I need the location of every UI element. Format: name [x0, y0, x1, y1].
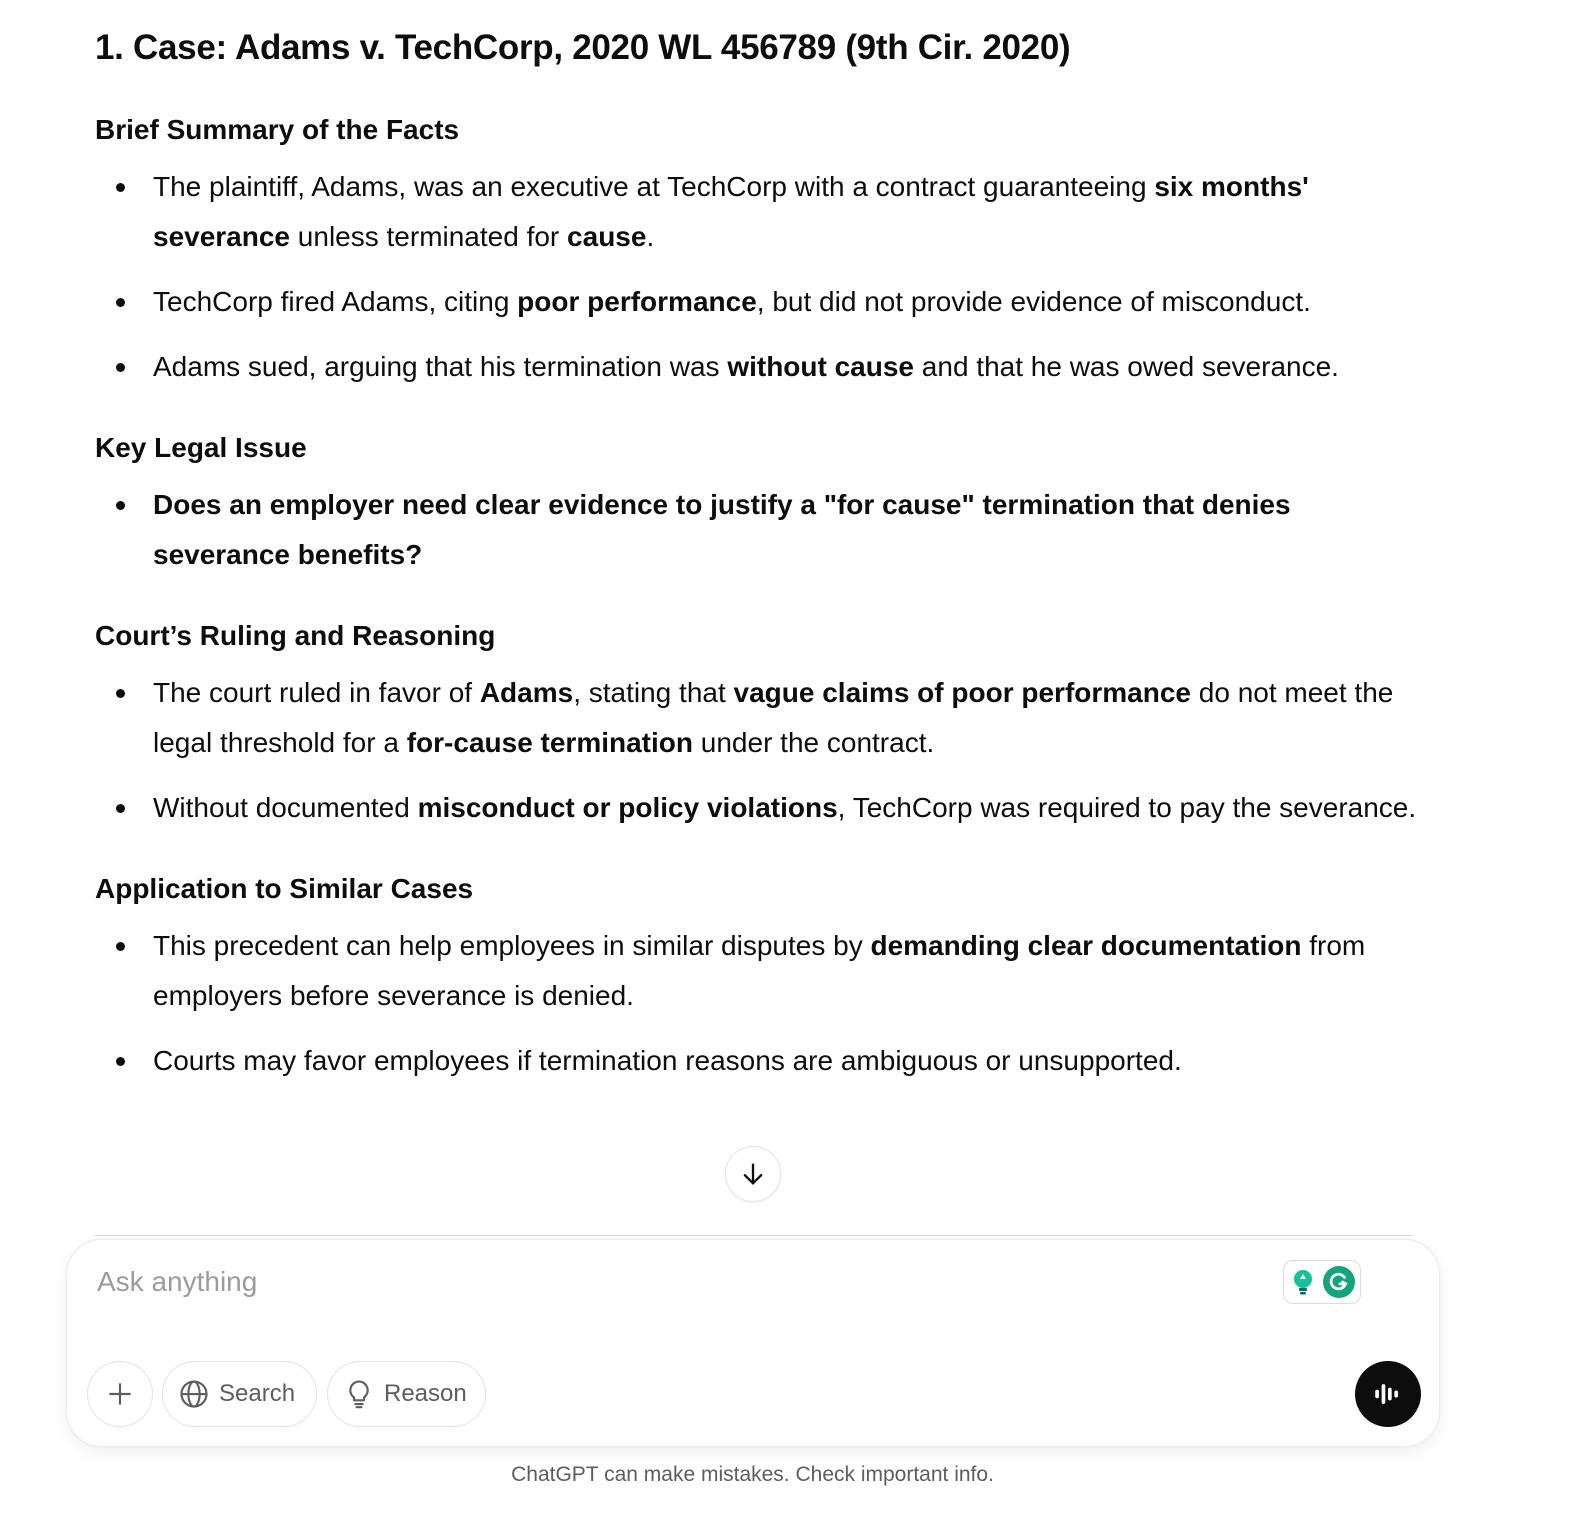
- assistant-message: [95, 22, 1425, 1122]
- text-run: and that he was owed severance.: [914, 351, 1339, 382]
- bullet-dot: [116, 689, 125, 698]
- scroll-to-bottom-button[interactable]: [725, 1146, 781, 1202]
- text-run: , but did not provide evidence of misconduct.: [756, 286, 1311, 317]
- list-item: [95, 480, 1425, 580]
- list-item: [95, 162, 1425, 262]
- section-heading-issue: Key Legal Issue: [95, 432, 307, 463]
- text-run: Without documented: [153, 792, 418, 823]
- plus-icon: [107, 1381, 133, 1407]
- bullet-dot: [116, 942, 125, 951]
- bold-run: for-cause termination: [406, 727, 693, 758]
- ruling-list: [95, 668, 1425, 833]
- bullet-dot: [116, 1057, 125, 1066]
- list-item: [95, 342, 1425, 392]
- arrow-down-icon: [739, 1160, 767, 1188]
- bullet-dot: [116, 501, 125, 510]
- bold-run: without cause: [727, 351, 915, 382]
- search-label: Search: [219, 1380, 296, 1407]
- bullet-dot: [116, 183, 125, 192]
- bullet-dot: [116, 804, 125, 813]
- bold-run: Adams: [479, 677, 574, 708]
- attach-button[interactable]: [87, 1361, 153, 1427]
- reason-label: Reason: [384, 1380, 467, 1407]
- lightbulb-icon[interactable]: [1289, 1268, 1317, 1296]
- voice-icon: [1371, 1377, 1405, 1411]
- text-run: unless terminated for: [290, 221, 568, 252]
- bullet-dot: [116, 298, 125, 307]
- divider: [95, 1235, 1412, 1236]
- disclaimer-note: ChatGPT can make mistakes. Check important info.: [511, 1463, 994, 1486]
- list-item: [95, 668, 1425, 768]
- bold-run: six months' severance: [153, 171, 1309, 252]
- text-run: do not meet the legal threshold for a: [153, 677, 1394, 758]
- section-heading-ruling: Court’s Ruling and Reasoning: [95, 620, 496, 651]
- text-run: Courts may favor employees if termination reasons are ambiguous or unsupported.: [153, 1045, 1182, 1076]
- issue-list: [95, 480, 1425, 580]
- list-item: [95, 783, 1425, 833]
- text-run: Adams sued, arguing that his termination was: [153, 351, 728, 382]
- bold-run: cause: [567, 221, 647, 252]
- bold-run: vague claims of poor performance: [733, 677, 1191, 708]
- grammarly-icon[interactable]: [1323, 1266, 1355, 1298]
- facts-list: [95, 162, 1425, 392]
- section-heading-application: Application to Similar Cases: [95, 873, 474, 904]
- bullet-dot: [116, 363, 125, 372]
- globe-icon: [179, 1379, 209, 1409]
- application-list: [95, 921, 1425, 1086]
- list-item: [95, 1036, 1425, 1086]
- bold-run: demanding clear documentation: [870, 930, 1302, 961]
- list-item: [95, 277, 1425, 327]
- voice-mode-button[interactable]: [1355, 1361, 1421, 1427]
- text-run: The court ruled in favor of: [153, 677, 480, 708]
- text-run: , TechCorp was required to pay the severance.: [837, 792, 1417, 823]
- prompt-input[interactable]: [97, 1262, 1247, 1302]
- composer: [66, 1239, 1440, 1447]
- bold-run: misconduct or policy violations: [417, 792, 838, 823]
- reason-button[interactable]: [327, 1361, 486, 1427]
- text-run: TechCorp fired Adams, citing: [153, 286, 518, 317]
- search-button[interactable]: [162, 1361, 317, 1427]
- lightbulb-icon: [344, 1379, 374, 1409]
- text-run: The plaintiff, Adams, was an executive at TechCorp with a contract guaranteeing: [153, 171, 1155, 202]
- case-title: 1. Case: Adams v. TechCorp, 2020 WL 456789 (9th Cir. 2020): [95, 28, 1071, 67]
- text-run: This precedent can help employees in similar disputes by: [153, 930, 871, 961]
- grammarly-widget[interactable]: [1283, 1260, 1361, 1304]
- text-run: , stating that: [573, 677, 734, 708]
- bold-run: poor performance: [517, 286, 757, 317]
- list-item: [95, 921, 1425, 1021]
- text-run: under the contract.: [693, 727, 935, 758]
- text-run: .: [646, 221, 655, 252]
- text-run: from employers before severance is denied.: [153, 930, 1366, 1011]
- section-heading-facts: Brief Summary of the Facts: [95, 114, 460, 145]
- bold-run: Does an employer need clear evidence to justify a "for cause" termination that denies severance benefits?: [153, 489, 1291, 570]
